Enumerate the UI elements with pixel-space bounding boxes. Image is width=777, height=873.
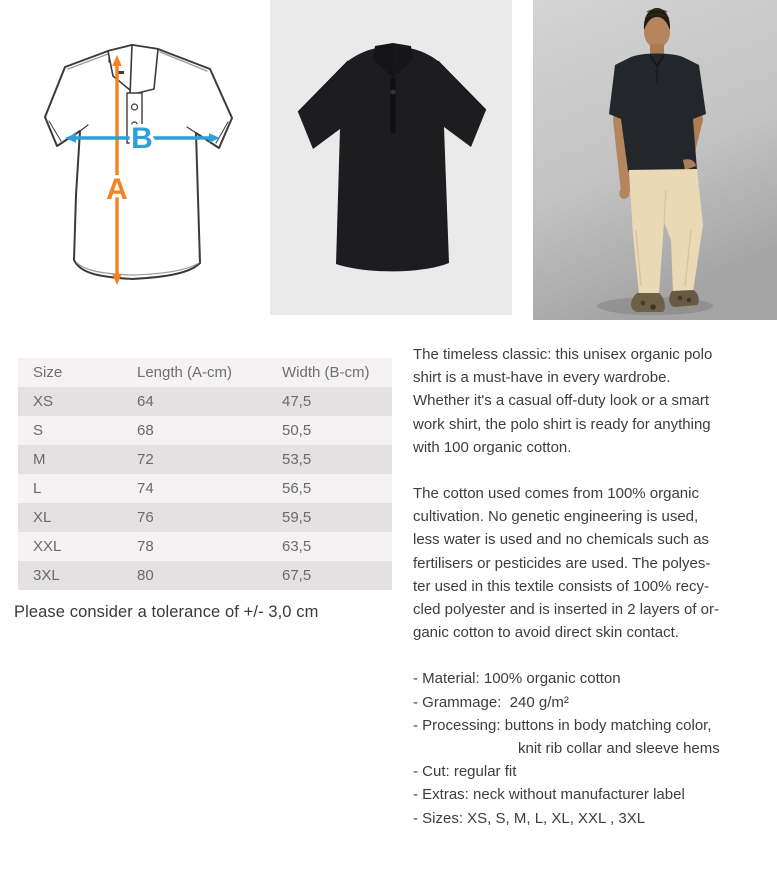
text-line: shirt is a must-have in every wardrobe. [413, 369, 671, 387]
text-line: cled polyester and is inserted in 2 layers of or- [413, 601, 719, 619]
size-table-row [18, 503, 392, 532]
length-cell: 78 [137, 538, 154, 555]
size-cell: M [33, 451, 46, 468]
size-cell: 3XL [33, 567, 60, 584]
text-line: ganic cotton to avoid direct skin contact. [413, 624, 679, 642]
text-line: - Processing: buttons in body matching color, [413, 716, 712, 734]
width-cell: 50,5 [282, 422, 312, 439]
product-model-image[interactable] [533, 0, 777, 320]
size-table-row [18, 561, 392, 590]
text-line: work shirt, the polo shirt is ready for anything [413, 415, 711, 433]
product-flat-lay-image[interactable] [270, 0, 512, 315]
size-table-header-row [18, 358, 392, 387]
length-cell: 76 [137, 509, 154, 526]
text-line: fertilisers or pesticides are used. The polyes- [413, 554, 711, 572]
text-line: knit rib collar and sleeve hems [413, 740, 720, 758]
size-cell: S [33, 422, 44, 439]
collar-right-flap [130, 45, 158, 95]
column-header-length: Length (A-cm) [137, 364, 233, 381]
text-line: - Cut: regular fit [413, 763, 517, 781]
text-line: The timeless classic: this unisex organic polo [413, 346, 713, 363]
tolerance-note: Please consider a tolerance of +/- 3,0 cm [14, 603, 319, 621]
measure-label-b: B [131, 122, 153, 155]
size-cell: L [33, 480, 42, 497]
measure-label-a: A [106, 173, 128, 206]
length-cell: 74 [137, 480, 154, 497]
size-table-row [18, 445, 392, 474]
size-table-row [18, 416, 392, 445]
model-photo-icon [533, 0, 777, 320]
column-header-size: Size [33, 364, 63, 381]
size-table-body [18, 387, 392, 590]
text-line: ter used in this textile consists of 100% recy- [413, 577, 709, 595]
text-line: less water is used and no chemicals such as [413, 531, 709, 549]
length-cell: 72 [137, 451, 154, 468]
text-line: Whether it's a casual off-duty look or a smart [413, 392, 710, 410]
size-cell: XS [33, 393, 54, 410]
width-cell: 56,5 [282, 480, 312, 497]
width-cell: 47,5 [282, 393, 312, 410]
size-table [18, 358, 392, 590]
measurement-diagram-image[interactable] [0, 0, 262, 320]
text-line: cultivation. No genetic engineering is used, [413, 508, 699, 526]
black-polo-flat-icon [270, 0, 512, 315]
length-cell: 80 [137, 567, 154, 584]
description-paragraph-intro [413, 343, 777, 459]
width-cell: 63,5 [282, 538, 312, 555]
size-table-row [18, 474, 392, 503]
polo-measure-drawing-icon [0, 0, 262, 320]
size-cell: XXL [33, 538, 62, 555]
length-cell: 64 [137, 393, 154, 410]
width-cell: 59,5 [282, 509, 312, 526]
text-line: The cotton used comes from 100% organic [413, 485, 699, 503]
length-cell: 68 [137, 422, 154, 439]
description-paragraph-material [413, 482, 777, 644]
size-cell: XL [33, 509, 52, 526]
size-table-section [18, 358, 392, 590]
text-line: - Material: 100% organic cotton [413, 670, 621, 688]
size-table-row [18, 532, 392, 561]
width-cell: 53,5 [282, 451, 312, 468]
text-line: - Sizes: XS, S, M, L, XL, XXL , 3XL [413, 809, 646, 827]
text-line: with 100 organic cotton. [413, 438, 572, 456]
text-line: - Extras: neck without manufacturer label [413, 786, 685, 804]
width-cell: 67,5 [282, 567, 312, 584]
size-table-row [18, 387, 392, 416]
product-description [413, 343, 777, 830]
text-line: - Grammage: 240 g/m² [413, 693, 569, 711]
description-spec-list [413, 667, 777, 829]
column-header-width: Width (B-cm) [282, 364, 370, 381]
